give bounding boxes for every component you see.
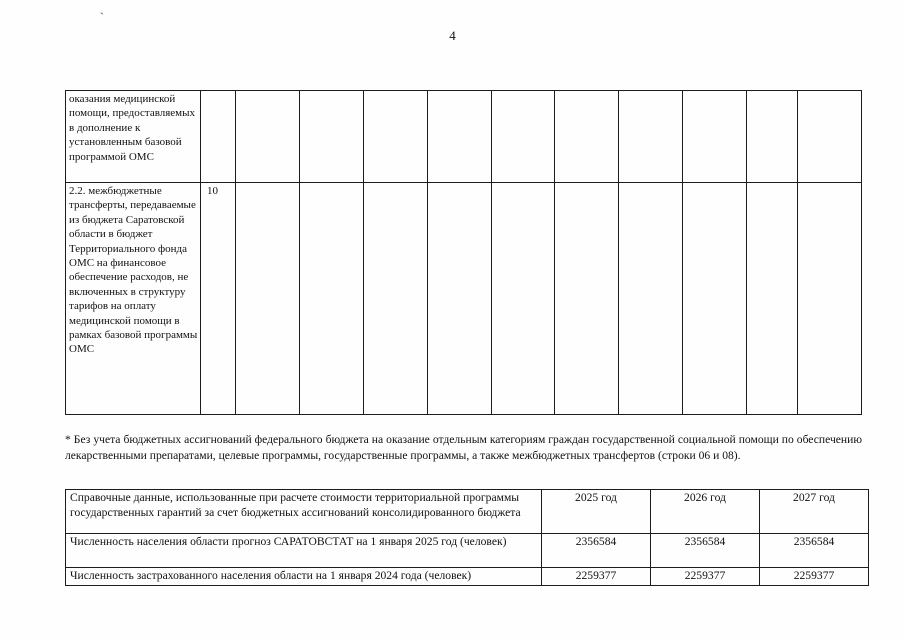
- table-row: [66, 183, 862, 415]
- empty-cell: [363, 91, 427, 183]
- empty-cell: [683, 183, 747, 415]
- empty-cell: [427, 183, 491, 415]
- population-forecast-label: Численность населения области прогноз САРАТОВСТАТ на 1 января 2025 год (человек): [66, 534, 542, 568]
- reference-table-header-row: [66, 490, 869, 534]
- empty-cell: [619, 91, 683, 183]
- empty-cell: [747, 183, 798, 415]
- empty-cell: [798, 91, 862, 183]
- empty-cell: [555, 91, 619, 183]
- empty-cell: [491, 91, 555, 183]
- empty-cell: [683, 91, 747, 183]
- reference-header-label: Справочные данные, использованные при расчете стоимости территориальной программы государственных гарантий за счет бюджетных ассигнований консолидированного бюджета: [66, 490, 542, 534]
- table-row: [66, 568, 869, 586]
- scan-speckle-artifact: `: [100, 10, 104, 24]
- empty-cell: [555, 183, 619, 415]
- empty-cell: [491, 183, 555, 415]
- population-forecast-2025: 2356584: [542, 534, 651, 568]
- empty-cell: [236, 91, 300, 183]
- table-row: [66, 534, 869, 568]
- page-number: 4: [449, 28, 456, 43]
- row-line-number: 10: [201, 183, 236, 415]
- empty-cell: [236, 183, 300, 415]
- insured-population-label: Численность застрахованного населения области на 1 января 2024 года (человек): [66, 568, 542, 586]
- empty-cell: [299, 183, 363, 415]
- empty-cell: [619, 183, 683, 415]
- empty-cell: [427, 91, 491, 183]
- year-header-2026: 2026 год: [651, 490, 760, 534]
- budget-table: [65, 90, 862, 415]
- empty-cell: [747, 91, 798, 183]
- empty-cell: [798, 183, 862, 415]
- population-forecast-2026: 2356584: [651, 534, 760, 568]
- footnote-text: * Без учета бюджетных ассигнований федерального бюджета на оказание отдельным категориям граждан государственной социальной помощи по обеспечению лекарственными препаратами, целевые программы, государственные программы, а также межбюджетных трансфертов (строки 06 и 08).: [65, 433, 862, 462]
- population-forecast-2027: 2356584: [760, 534, 869, 568]
- row-label-oms-continuation: оказания медицинской помощи, предоставляемых в дополнение к установленным базовой программой ОМС: [66, 91, 201, 183]
- empty-cell: [299, 91, 363, 183]
- table-row: [66, 91, 862, 183]
- insured-population-2025: 2259377: [542, 568, 651, 586]
- row-label-interbudget-transfers: 2.2. межбюджетные трансферты, передаваемые из бюджета Саратовской области в бюджет Территориального фонда ОМС на финансовое обеспечение расходов, не включенных в структуру тарифов на оплату медицинской помощи в рамках базовой программы ОМС: [66, 183, 201, 415]
- reference-data-table: [65, 489, 869, 586]
- insured-population-2027: 2259377: [760, 568, 869, 586]
- year-header-2025: 2025 год: [542, 490, 651, 534]
- empty-cell: [363, 183, 427, 415]
- row-line-number: [201, 91, 236, 183]
- insured-population-2026: 2259377: [651, 568, 760, 586]
- year-header-2027: 2027 год: [760, 490, 869, 534]
